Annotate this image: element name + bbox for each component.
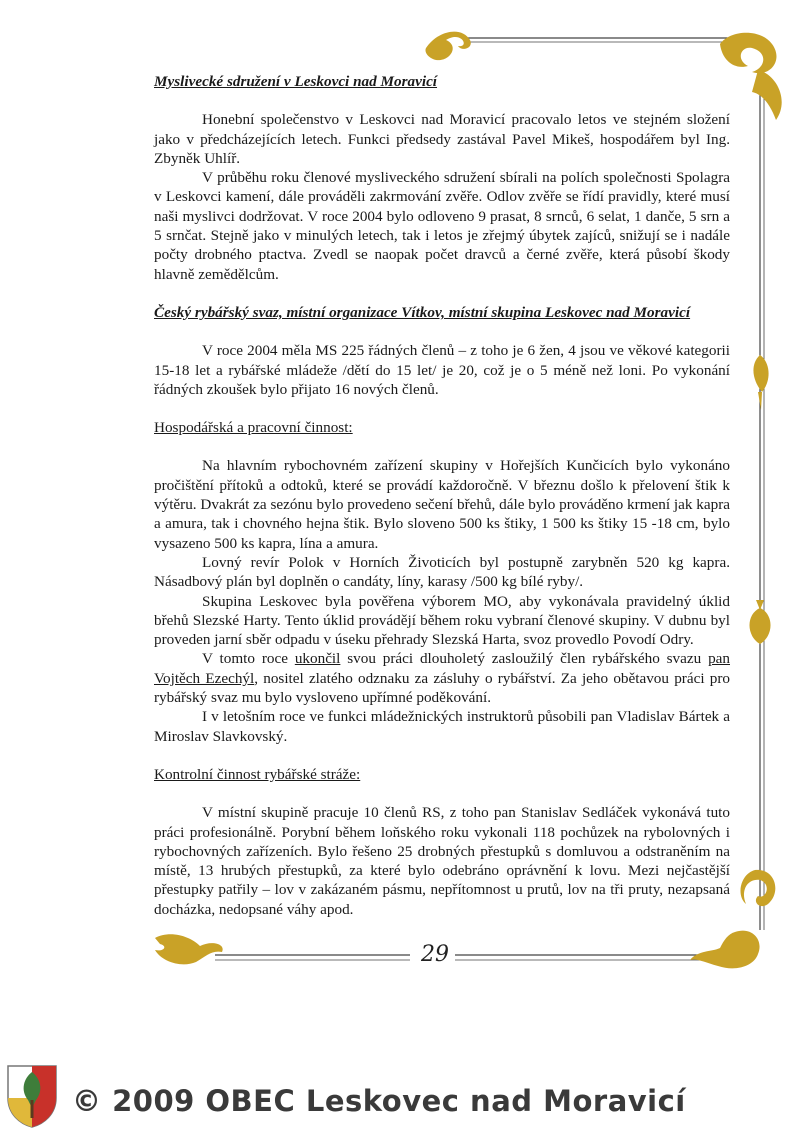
copyright-text: © 2009 OBEC Leskovec nad Moravicí xyxy=(72,1084,686,1118)
paragraph: Honební společenstvo v Leskovci nad Moravicí pracovalo letos ve stejném složení jako v předcházejících letech. Funkci předsedy zastával Pavel Mikeš, hospodářem byl Ing. Zbyněk Uhlíř. xyxy=(154,111,730,167)
coat-of-arms-icon xyxy=(6,1064,58,1128)
underlined-name: pan Vojtěch Ezechýl xyxy=(154,650,730,687)
paragraph: V průběhu roku členové mysliveckého sdružení sbírali na polích společnosti Spolagra v Leskovci kamení, dále prováděli zakrmování zvěře. Odlov zvěře se řídí pravidly, které musí naši myslivci dodržovat. V roce 2004 bylo odloveno 9 prasat, 8 srnců, 6 selat, 1 danče, 5 srn a 5 srnčat. Stejně jako v minulých letech, tak i letos je zřejmý úbytek zajíců, snižují se i nadále počty drobného ptactva. Zvedl se naopak počet dravců a černé zvěře, která působí škody hlavně zemědělcům. xyxy=(154,169,730,283)
gold-bird-ornament-right xyxy=(690,931,760,969)
section-heading-hunting: Myslivecké sdružení v Leskovci nad Moravicí xyxy=(154,73,438,90)
paragraph: I v letošním roce ve funkci mládežnických instruktorů působili pan Vladislav Bártek a Miroslav Slavkovský. xyxy=(154,708,730,745)
section-heading-fishing-union: Český rybářský svaz, místní organizace Vítkov, místní skupina Leskovec nad Moravicí xyxy=(154,303,691,321)
subheading-economic-activity: Hospodářská a pracovní činnost: xyxy=(154,419,353,437)
page-number: 29 xyxy=(421,942,449,967)
gold-bulb-ornament xyxy=(750,608,771,644)
gold-bird-ornament-left xyxy=(155,934,223,964)
text-run: V tomto roce xyxy=(202,650,295,668)
paragraph: V roce 2004 měla MS 225 řádných členů – z toho je 6 žen, 4 jsou ve věkové kategorii 15-18 let a rybářské mládeže /dětí do 15 let/ je 20, což je o 5 méně než loni. Po vykonání řádných zkoušek bylo přijato 16 nových členů. xyxy=(154,342,730,398)
paragraph: Skupina Leskovec byla pověřena výborem MO, aby vykonávala pravidelný úklid břehů Slezské Harty. Tento úklid provádějí během roku vybraní členové skupiny. V dubnu byl proveden jarní sběr odpadu v úseku přehrady Slezská Harta, svoz provedlo Povodí Odry. xyxy=(154,592,730,649)
underlined-text: ukončil xyxy=(294,650,341,668)
text-run: , nositel zlatého odznaku za zásluhy o rybářství. Za jeho obětavou práci pro rybářský svaz mu bylo vysloveno upřímné poděkování. xyxy=(154,669,730,707)
gold-swirl-ornament xyxy=(425,32,470,61)
gold-scroll-ornament xyxy=(740,870,775,906)
paragraph: V místní skupině pracuje 10 členů RS, z toho pan Stanislav Sedláček vykonává tuto práci profesionálně. Porybní během loňského roku vykonali 118 pochůzek na rybolovných i rybochovných zařízeních. Bylo řešeno 25 drobných přestupků s domluvou a odstraněním na místě, 13 hrubých přestupků, za které bylo odebráno oprávnění k lovu. Mezi nejčastější přestupky patřily – lov v zakázaném pásmu, nepřítomnost u prutů, lov na tři pruty, nezapsaná docházka, nedopsané váhy apod. xyxy=(154,804,730,918)
paragraph: Na hlavním rybochovném zařízení skupiny v Hořejších Kunčicích bylo vykonáno pročištění přítoků a odtoků, které se provádí každoročně. V březnu došlo k přelovení štik k výtěru. Dvakrát za sezónu bylo provedeno sečení břehů, dále bylo prováděno krmení jak kapra a amura, tak i chovného hejna štik. Bylo sloveno 500 ks štiky, 1 500 ks štiky 15 -18 cm, bylo vysazeno 500 ks kapra, lína a amura. xyxy=(154,457,730,552)
paragraph-tribute xyxy=(154,649,730,707)
gold-drop-ornament xyxy=(753,355,768,392)
text-run: svou práci dlouholetý zasloužilý člen rybářského svazu xyxy=(340,650,709,668)
footer xyxy=(0,1062,800,1132)
paragraph: Lovný revír Polok v Horních Životicích byl postupně zarybněn 520 kg kapra. Násadbový plán byl doplněn o candáty, líny, karasy /500 kg bílé ryby/. xyxy=(154,553,730,591)
subheading-fishing-guard: Kontrolní činnost rybářské stráže: xyxy=(154,765,361,783)
article-body xyxy=(154,72,730,919)
